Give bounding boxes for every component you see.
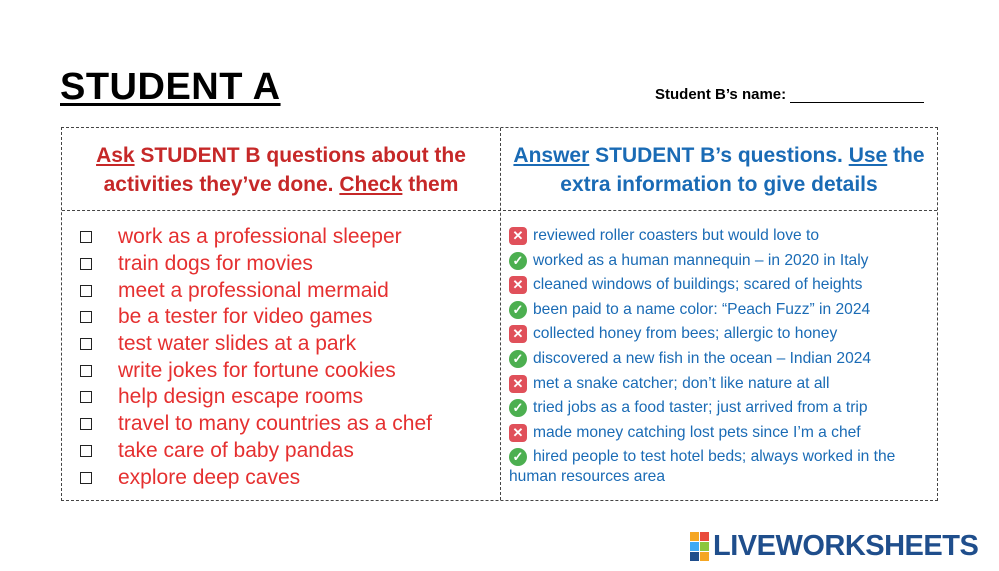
answer-list xyxy=(509,226,934,487)
activity-checklist xyxy=(80,224,432,491)
answer-item xyxy=(509,324,934,349)
left-instructions xyxy=(62,141,500,199)
activity-label: take care of baby pandas xyxy=(118,438,354,462)
page-title: STUDENT A xyxy=(60,66,281,108)
check-keyword: Check xyxy=(339,173,403,196)
left-instructions-text: STUDENT B questions about the activities they’ve done. xyxy=(103,144,466,196)
x-square-icon: ✕ xyxy=(509,276,527,294)
answer-text: reviewed roller coasters but would love to xyxy=(533,227,820,244)
checkbox[interactable] xyxy=(80,338,92,350)
check-circle-icon: ✓ xyxy=(509,301,527,319)
right-instructions-text: STUDENT B’s questions. xyxy=(589,144,849,167)
checkbox[interactable] xyxy=(80,285,92,297)
answer-item xyxy=(509,251,934,276)
liveworksheets-logo-icon xyxy=(690,532,709,561)
check-circle-icon: ✓ xyxy=(509,448,527,466)
right-instructions-end: the extra information to give details xyxy=(560,144,925,196)
activity-label: help design escape rooms xyxy=(118,385,364,409)
checkbox[interactable] xyxy=(80,391,92,403)
activity-label: train dogs for movies xyxy=(118,252,313,276)
answer-keyword: Answer xyxy=(513,144,590,167)
checkbox[interactable] xyxy=(80,418,92,430)
answer-text: tried jobs as a food taster; just arrived from a trip xyxy=(533,399,868,417)
activity-table xyxy=(61,127,938,501)
answer-item xyxy=(509,374,934,399)
answer-text: been paid to a name color: “Peach Fuzz” in 2024 xyxy=(533,300,871,318)
partner-name-label: Student B’s name: xyxy=(655,86,787,103)
checkbox[interactable] xyxy=(80,231,92,243)
activity-item xyxy=(80,384,432,411)
check-circle-icon: ✓ xyxy=(509,252,527,270)
answer-text: cleaned windows of buildings; scared of heights xyxy=(533,276,863,294)
activity-item xyxy=(80,331,432,358)
x-square-icon: ✕ xyxy=(509,424,527,442)
activity-label: write jokes for fortune cookies xyxy=(118,358,396,382)
answer-item xyxy=(509,349,934,374)
activity-item xyxy=(80,251,432,278)
checkbox[interactable] xyxy=(80,258,92,270)
activity-label: be a tester for video games xyxy=(118,305,373,329)
use-keyword: Use xyxy=(848,144,888,167)
activity-label: test water slides at a park xyxy=(118,332,357,356)
check-circle-icon: ✓ xyxy=(509,399,527,417)
answer-item xyxy=(509,300,934,325)
brand-logo xyxy=(690,530,978,563)
activity-item xyxy=(80,277,432,304)
checkbox[interactable] xyxy=(80,472,92,484)
ask-keyword: Ask xyxy=(96,144,135,167)
left-instructions-end: them xyxy=(402,173,459,196)
activity-label: work as a professional sleeper xyxy=(118,225,402,249)
activity-item xyxy=(80,224,432,251)
activity-item xyxy=(80,438,432,465)
partner-name-blank[interactable] xyxy=(790,88,924,103)
x-square-icon: ✕ xyxy=(509,325,527,343)
answer-item xyxy=(509,423,934,448)
activity-label: meet a professional mermaid xyxy=(118,278,389,302)
partner-name-row xyxy=(655,86,924,103)
x-square-icon: ✕ xyxy=(509,227,527,245)
answer-text: worked as a human mannequin – in 2020 in Italy xyxy=(533,251,869,269)
activity-item xyxy=(80,411,432,438)
answer-text: met a snake catcher; don’t like nature at all xyxy=(533,374,830,392)
answer-text: collected honey from bees; allergic to honey xyxy=(533,325,838,343)
checkbox[interactable] xyxy=(80,445,92,457)
activity-item xyxy=(80,357,432,384)
checkbox[interactable] xyxy=(80,311,92,323)
activity-item xyxy=(80,464,432,491)
answer-text: hired people to test hotel beds; always worked in the human resources area xyxy=(509,448,896,486)
brand-name: LIVEWORKSHEETS xyxy=(713,530,979,562)
checkbox[interactable] xyxy=(80,365,92,377)
right-instructions xyxy=(500,141,938,199)
answer-item xyxy=(509,398,934,423)
answer-text: made money catching lost pets since I’m a chef xyxy=(533,423,861,441)
x-square-icon: ✕ xyxy=(509,375,527,393)
answer-item xyxy=(509,447,934,487)
activity-label: travel to many countries as a chef xyxy=(118,412,432,436)
check-circle-icon: ✓ xyxy=(509,350,527,368)
activity-item xyxy=(80,304,432,331)
answer-item xyxy=(509,226,934,251)
activity-label: explore deep caves xyxy=(118,465,301,489)
header-divider xyxy=(62,210,937,211)
answer-text: discovered a new fish in the ocean – Indian 2024 xyxy=(533,349,872,367)
answer-item xyxy=(509,275,934,300)
